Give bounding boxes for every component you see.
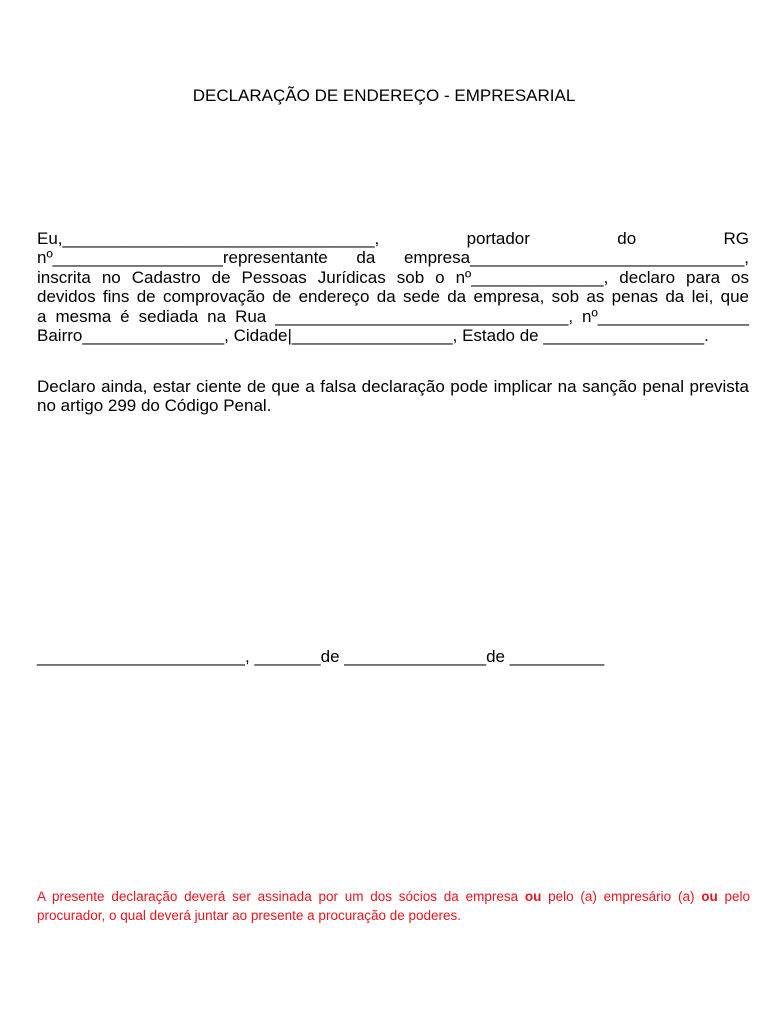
notice-or-1: ou [524,889,542,904]
signature-notice [37,887,750,925]
awareness-paragraph: Declaro ainda, estar ciente de que a falsa declaração pode implicar na sanção penal prevista no artigo 299 do Código Penal. [37,377,749,416]
place-date-line: ______________________, _______de _______________de __________ [37,647,605,666]
declaration-line-6: Bairro_______________, Cidade|_________________, Estado de _________________. [37,326,709,346]
declaration-line-1: Eu,_________________________________, portador do RG [37,229,749,248]
declaration-line-4: devidos fins de comprovação de endereço da sede da empresa, sob as penas da lei, que [37,287,749,307]
declaration-line-2: nº__________________representante da empresa_____________________________, [37,248,749,268]
declaration-paragraph [37,229,749,345]
notice-text-2: pelo (a) empresário (a) [541,889,702,904]
notice-or-2: ou [701,889,718,904]
notice-text-3: pelo procurador, o qual deverá juntar ao presente a procuração de poderes. [37,889,750,923]
document-title: DECLARAÇÃO DE ENDEREÇO - EMPRESARIAL [192,86,576,105]
notice-text-1: A presente declaração deverá ser assinada por um dos sócios da empresa [37,889,525,904]
declaration-line-5: a mesma é sediada na Rua _______________________________, nº________________ [37,306,749,326]
declaration-line-3: inscrita no Cadastro de Pessoas Jurídicas sob o nº______________, declaro para os [37,267,749,287]
